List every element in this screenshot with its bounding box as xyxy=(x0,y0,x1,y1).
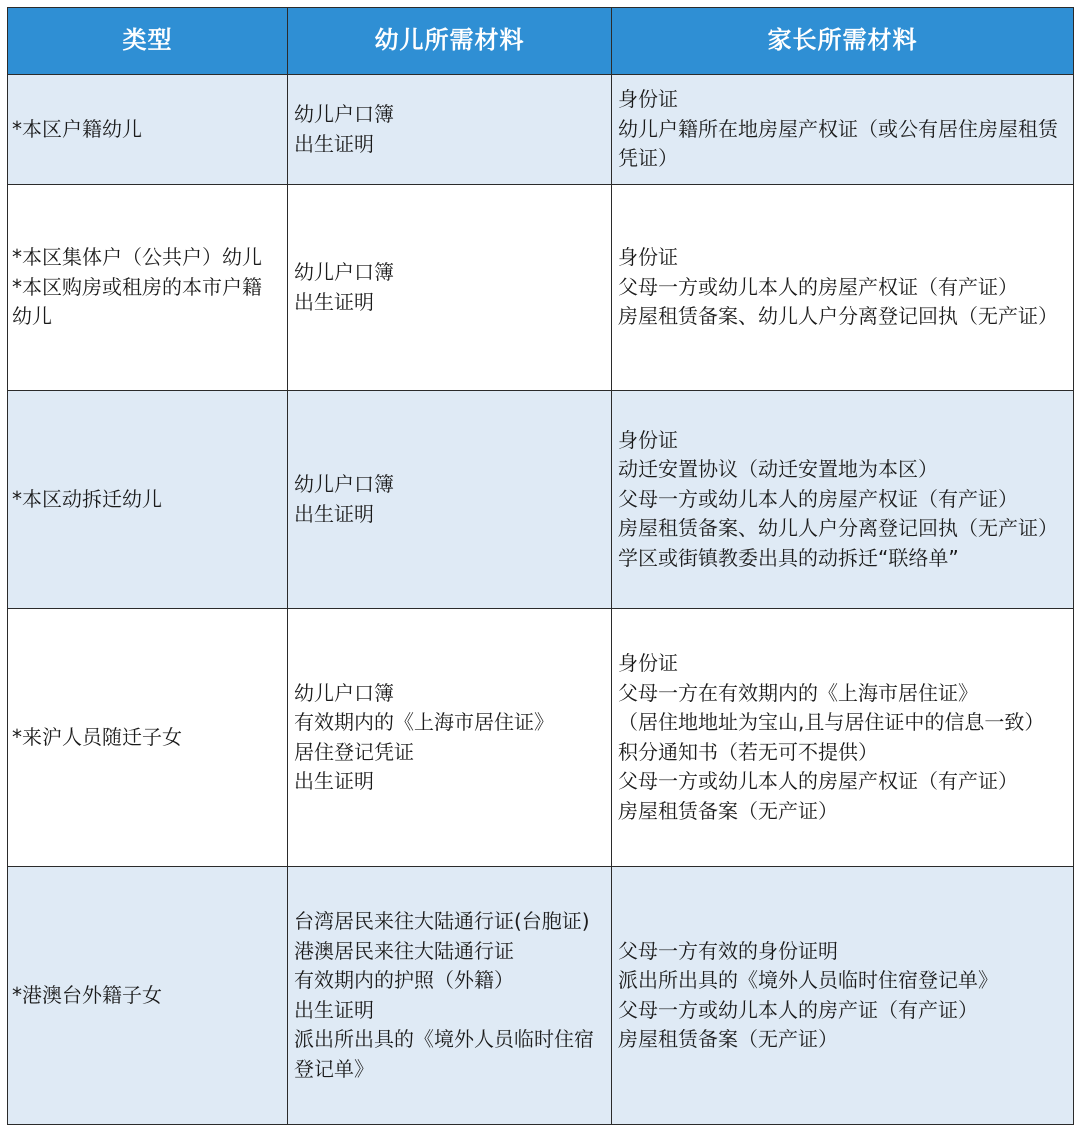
type-line: *本区购房或租房的本市户籍 xyxy=(12,274,262,299)
child-material-line: 出生证明 xyxy=(294,131,374,156)
cell-type xyxy=(8,75,288,185)
child-material-line: 出生证明 xyxy=(294,501,374,526)
type-line: *本区集体户（公共户）幼儿 xyxy=(12,245,262,270)
type-line: *来沪人员随迁子女 xyxy=(12,724,182,749)
parent-material-line: 父母一方或幼儿本人的房屋产权证（有产证） xyxy=(618,769,1018,793)
child-material-line: 出生证明 xyxy=(294,769,374,793)
parent-material-line: 派出所出具的《境外人员临时住宿登记单》 xyxy=(618,968,998,992)
cell-type xyxy=(8,609,288,867)
cell-parent-materials xyxy=(612,867,1074,1125)
parent-material-line: 父母一方在有效期内的《上海市居住证》 xyxy=(618,680,978,705)
child-material-line: 派出所出具的《境外人员临时住宿 xyxy=(294,1027,594,1051)
parent-material-line: 动迁安置协议（动迁安置地为本区） xyxy=(618,457,938,482)
cell-parent-materials xyxy=(612,75,1074,185)
parent-material-line: 房屋租赁备案、幼儿人户分离登记回执（无产证） xyxy=(618,304,1058,329)
materials-table-container xyxy=(7,7,1073,1123)
header-parent-materials: 家长所需材料 xyxy=(612,8,1074,75)
table-row xyxy=(8,185,1074,391)
cell-child-materials xyxy=(288,391,612,609)
parent-material-line: 房屋租赁备案（无产证） xyxy=(618,798,838,823)
parent-material-line: 积分通知书（若无可不提供） xyxy=(618,739,878,764)
parent-material-line: 身份证 xyxy=(618,245,678,270)
parent-material-line: 父母一方有效的身份证明 xyxy=(618,938,838,963)
cell-child-materials xyxy=(288,75,612,185)
cell-child-materials xyxy=(288,185,612,391)
materials-table xyxy=(7,7,1074,1125)
cell-parent-materials xyxy=(612,609,1074,867)
parent-material-line: 父母一方或幼儿本人的房产证（有产证） xyxy=(618,997,978,1022)
child-material-line: 登记单》 xyxy=(294,1056,374,1081)
parent-material-line: 父母一方或幼儿本人的房屋产权证（有产证） xyxy=(618,486,1018,511)
child-material-line: 有效期内的《上海市居住证》 xyxy=(294,710,554,734)
cell-type xyxy=(8,867,288,1125)
parent-material-line: 身份证 xyxy=(618,87,678,112)
table-row xyxy=(8,867,1074,1125)
child-material-line: 出生证明 xyxy=(294,997,374,1022)
type-line: *港澳台外籍子女 xyxy=(12,982,162,1007)
table-row xyxy=(8,609,1074,867)
child-material-line: 台湾居民来往大陆通行证(台胞证) xyxy=(294,909,590,933)
child-material-line: 出生证明 xyxy=(294,289,374,314)
parent-material-line: 学区或街镇教委出具的动拆迁“联络单” xyxy=(618,545,959,570)
parent-material-line: 幼儿户籍所在地房屋产权证（或公有居住房屋租赁 xyxy=(618,116,1058,141)
parent-material-line: 身份证 xyxy=(618,651,678,675)
cell-child-materials xyxy=(288,867,612,1125)
header-type: 类型 xyxy=(8,8,288,75)
parent-material-line: 父母一方或幼儿本人的房屋产权证（有产证） xyxy=(618,274,1018,299)
cell-type xyxy=(8,391,288,609)
type-line: *本区户籍幼儿 xyxy=(12,116,142,141)
cell-parent-materials xyxy=(612,185,1074,391)
child-material-line: 港澳居民来往大陆通行证 xyxy=(294,938,514,963)
parent-material-line: 房屋租赁备案（无产证） xyxy=(618,1027,838,1051)
type-line: *本区动拆迁幼儿 xyxy=(12,486,162,511)
child-material-line: 居住登记凭证 xyxy=(294,739,414,764)
child-material-line: 幼儿户口簿 xyxy=(294,102,394,126)
header-child-materials: 幼儿所需材料 xyxy=(288,8,612,75)
child-material-line: 有效期内的护照（外籍） xyxy=(294,968,514,992)
table-row xyxy=(8,391,1074,609)
child-material-line: 幼儿户口簿 xyxy=(294,472,394,496)
table-row xyxy=(8,75,1074,185)
type-line: 幼儿 xyxy=(12,304,52,329)
child-material-line: 幼儿户口簿 xyxy=(294,680,394,705)
cell-type xyxy=(8,185,288,391)
cell-child-materials xyxy=(288,609,612,867)
parent-material-line: （居住地地址为宝山,且与居住证中的信息一致） xyxy=(618,710,1045,734)
child-material-line: 幼儿户口簿 xyxy=(294,260,394,284)
parent-material-line: 身份证 xyxy=(618,427,678,452)
cell-parent-materials xyxy=(612,391,1074,609)
parent-material-line: 房屋租赁备案、幼儿人户分离登记回执（无产证） xyxy=(618,516,1058,541)
header-row xyxy=(8,8,1074,75)
parent-material-line: 凭证） xyxy=(618,146,678,171)
